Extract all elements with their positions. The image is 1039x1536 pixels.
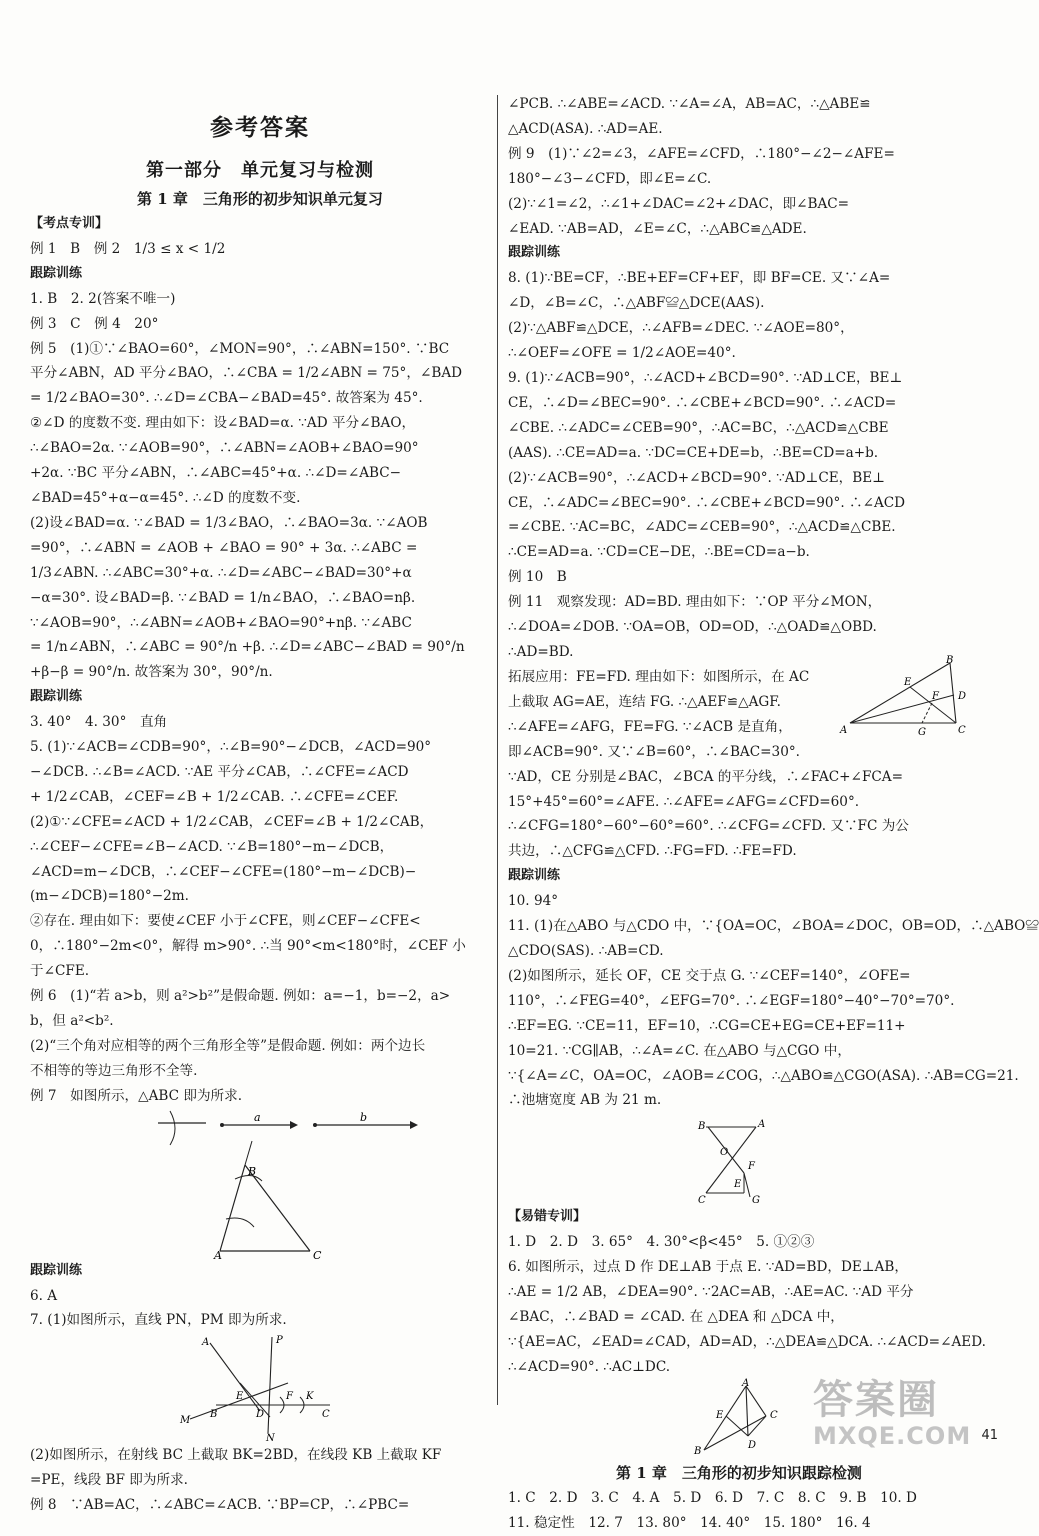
fig2-label: P — [276, 1335, 283, 1347]
text-line: ∴∠ACD=90°. ∴AC⊥DC. — [508, 1358, 671, 1375]
text-line: 6. A — [30, 1287, 58, 1304]
fig4-label: E — [734, 1179, 742, 1191]
text-line: =90°，∴∠ABN = ∠AOB + ∠BAO = 90° + 3α. ∴∠ABC = — [30, 539, 418, 556]
text-line: 例 1 B 例 2 1/3 ≤ x < 1/2 — [30, 240, 226, 257]
text-line: ∴∠OEF=∠OFE = 1/2∠AOE=40°. — [508, 345, 736, 362]
text-line: 180°−∠3−∠CFD，即∠E=∠C. — [508, 170, 712, 187]
fig4-label: C — [698, 1195, 706, 1207]
text-line: ∠PCB. ∴∠ABE=∠ACD. ∵∠A=∠A，AB=AC，∴△ABE≌ — [508, 96, 871, 112]
fig5-label: E — [716, 1409, 724, 1421]
text-line: (AAS). ∴CE=AD=a. ∵DC=CE+DE=b，∴BE=CD=a+b. — [508, 444, 879, 461]
fig1-label: B — [248, 1164, 257, 1178]
text-line: −α=30°. 设∠BAD=β. ∵∠BAD = 1/n∠BAO，∴∠BAO=nβ. — [30, 589, 416, 606]
section-heading: 跟踪训练 — [508, 868, 561, 884]
watermark-bottom: MXQE.COM — [813, 1422, 972, 1450]
fig3-label: B — [946, 654, 954, 666]
text-line: ∠CBE. ∴∠ADC=∠CEB=90°，∴AC=BC，∴△ACD≌△CBE — [508, 419, 889, 436]
text-line: 15°+45°=60°=∠AFE. ∴∠AFE=∠AFG=∠CFD=60°. — [508, 793, 860, 810]
text-line: CE，∴∠ADC=∠BEC=90°. ∴∠CBE+∠BCD=90°. ∴∠ACD — [508, 494, 906, 511]
fig5-label: B — [694, 1445, 702, 1457]
text-line: 上截取 AG=AE，连结 FG. ∴△AEF≌△AGF. — [508, 693, 781, 710]
text-line: (m−∠DCB)=180°−2m. — [30, 888, 189, 905]
text-line: 7. (1)如图所示，直线 PN，PM 即为所求. — [30, 1312, 287, 1329]
text-line: (2)∵∠1=∠2，∴∠1+∠DAC=∠2+∠DAC，即∠BAC= — [508, 195, 850, 212]
text-line: 5. (1)∵∠ACB=∠CDB=90°，∴∠B=90°−∠DCB，∠ACD=90° — [30, 739, 432, 756]
text-line: ∵{AE=AC，∠EAD=∠CAD，AD=AD，∴△DEA≌△DCA. ∴∠ACD=∠AED. — [508, 1333, 986, 1350]
fig3-label: A — [840, 724, 848, 736]
watermark-top: 答案圈 — [813, 1377, 939, 1423]
fig2-label: M — [180, 1415, 191, 1427]
right-column — [508, 92, 1039, 1536]
section-heading: 跟踪训练 — [30, 689, 83, 705]
fig1-label: a — [254, 1110, 261, 1124]
chapter-heading: 第 1 章 三角形的初步知识跟踪检测 — [616, 1463, 862, 1482]
fig2-label: B — [210, 1409, 218, 1421]
page-number: 41 — [981, 1428, 998, 1443]
chapter-heading: 第 1 章 三角形的初步知识单元复习 — [137, 190, 383, 208]
text-line: 1. B 2. 2(答案不唯一) — [30, 290, 176, 307]
text-line: (2)如图所示，在射线 BC 上截取 BK=2BD，在线段 KB 上截取 KF — [30, 1447, 442, 1464]
text-line: 11. 稳定性 12. 7 13. 80° 14. 40° 15. 180° 16. 4 — [508, 1514, 871, 1531]
text-line: (2)∵△ABF≌△DCE，∴∠AFB=∠DEC. ∵∠AOE=80°， — [508, 320, 854, 337]
text-line: 例 10 B — [508, 569, 567, 586]
text-line: ∠ACD=m−∠DCB，∴∠CEF−∠CFE=(180°−m−∠DCB)− — [30, 863, 417, 880]
section-heading: 跟踪训练 — [508, 245, 561, 261]
text-line: 1. D 2. D 3. 65° 4. 30°<β<45° 5. ①②③ — [508, 1234, 815, 1251]
text-line: ∠D，∠B=∠C，∴△ABF≌△DCE(AAS). — [508, 295, 765, 312]
fig4-label: F — [748, 1161, 755, 1173]
text-line: ∠EAD. ∵AB=AD，∠E=∠C，∴△ABC≌△ADE. — [508, 220, 807, 237]
text-line: = 1/n∠ABN，∴∠ABC = 90°/n +β. ∴∠D=∠ABC−∠BAD = 90°/n — [30, 639, 465, 656]
text-line: ∴AE = 1/2 AB，∠DEA=90°. ∵2AC=AB，∴AE=AC. ∵AD 平分 — [508, 1284, 914, 1301]
text-line: +2α. ∵BC 平分∠ABN，∴∠ABC=45°+α. ∴∠D=∠ABC− — [30, 465, 402, 482]
fig2-label: A — [202, 1337, 210, 1349]
text-line: 例 9 (1)∵∠2=∠3，∠AFE=∠CFD，∴180°−∠2−∠AFE= — [508, 145, 895, 162]
text-line: ∠BAD=45°+α−α=45°. ∴∠D 的度数不变. — [30, 489, 301, 506]
text-line: 11. (1)在△ABO 与△CDO 中，∵{OA=OC，∠BOA=∠DOC，OB=OD，∴△ABO≌ — [508, 918, 1039, 935]
text-line: b，但 a²<b². — [30, 1013, 114, 1029]
text-line: ∴∠AFE=∠AFG，FE=FG. ∵∠ACB 是直角， — [508, 718, 792, 735]
text-line: 即∠ACB=90°. 又∵∠B=60°，∴∠BAC=30°. — [508, 743, 800, 760]
section-heading: 【考点专训】 — [30, 216, 109, 231]
text-line: −∠DCB. ∴∠B=∠ACD. ∵AE 平分∠CAB，∴∠CFE=∠ACD — [30, 763, 409, 780]
text-line: 例 8 ∵AB=AC，∴∠ABC=∠ACB. ∵BP=CP，∴∠PBC= — [30, 1497, 410, 1514]
text-line: =∠CBE. ∵AC=BC，∠ADC=∠CEB=90°，∴△ACD≌△CBE. — [508, 519, 896, 536]
text-line: △ACD(ASA). ∴AD=AE. — [508, 120, 663, 137]
fig5-label: C — [770, 1409, 778, 1421]
text-line: ∴∠CEF−∠CFE=∠B−∠ACD. ∵∠B=180°−m−∠DCB， — [30, 838, 394, 855]
fig2-label: K — [306, 1391, 314, 1403]
text-line: +β−β = 90°/n. 故答案为 30°，90°/n. — [30, 664, 273, 681]
text-line: ∵∠AOB=90°，∴∠ABN=∠AOB+∠BAO=90°+nβ. ∵∠ABC — [30, 614, 412, 631]
fig4-label: A — [758, 1119, 766, 1131]
text-line: =PE，线段 BF 即为所求. — [30, 1472, 189, 1489]
text-line: △CDO(SAS). ∴AB=CD. — [508, 943, 664, 959]
text-line: 共边，∴△CFG≌△CFD. ∴FG=FD. ∴FE=FD. — [508, 843, 797, 860]
text-line: (2)设∠BAD=α. ∵∠BAD = 1/3∠BAO，∴∠BAO=3α. ∵∠AOB — [30, 514, 428, 531]
text-line: CE，∴∠D=∠BEC=90°. ∴∠CBE+∠BCD=90°. ∴∠ACD= — [508, 394, 897, 411]
fig1-label: A — [214, 1248, 222, 1262]
text-line: = 1/2∠BAO=30°. ∴∠D=∠CBA−∠BAD=45°. 故答案为 45°. — [30, 390, 423, 407]
text-line: ②存在. 理由如下：要使∠CEF 小于∠CFE，则∠CEF−∠CFE< — [30, 913, 421, 930]
text-line: 例 5 (1)①∵∠BAO=60°，∠MON=90°，∴∠ABN=150°. ∵BC — [30, 340, 450, 357]
text-line: 8. (1)∵BE=CF，∴BE+EF=CF+EF，即 BF=CE. 又∵∠A= — [508, 270, 891, 287]
section-heading: 跟踪训练 — [30, 1262, 83, 1278]
section-heading: 跟踪训练 — [30, 265, 83, 281]
left-column — [30, 92, 490, 1518]
text-line: 1/3∠ABN. ∴∠ABC=30°+α. ∴∠D=∠ABC−∠BAD=30°+α — [30, 564, 412, 581]
fig2-label: F — [286, 1391, 293, 1403]
fig4-label: G — [752, 1195, 760, 1207]
text-line: 例 7 如图所示，△ABC 即为所求. — [30, 1087, 243, 1104]
text-line: (2)“三个角对应相等的两个三角形全等”是假命题. 例如：两个边长 — [30, 1037, 426, 1054]
section-heading: 【易错专训】 — [508, 1209, 587, 1225]
text-line: (2)如图所示，延长 OF，CE 交于点 G. ∵∠CEF=140°，∠OFE= — [508, 967, 911, 984]
text-line: ∴AD=BD. — [508, 643, 574, 660]
text-line: ②∠D 的度数不变. 理由如下：设∠BAD=α. ∵AD 平分∠BAO， — [30, 415, 416, 432]
fig3-label: C — [958, 724, 966, 736]
fig3-label: D — [958, 690, 967, 702]
text-line: 6. 如图所示，过点 D 作 DE⊥AB 于点 E. ∵AD=BD，DE⊥AB， — [508, 1259, 908, 1276]
page-title: 参考答案 — [210, 114, 310, 141]
text-line: (2)∵∠ACB=90°，∴∠ACD+∠BCD=90°. ∵AD⊥CE，BE⊥ — [508, 469, 885, 486]
text-line: + 1/2∠CAB，∠CEF=∠B + 1/2∠CAB. ∴∠CFE=∠CEF. — [30, 788, 399, 805]
figure-exercise11 — [508, 1113, 970, 1205]
text-line: 10. 94° — [508, 893, 559, 910]
text-line: 1. C 2. D 3. C 4. A 5. D 6. D 7. C 8. C 9. B 10. D — [508, 1489, 917, 1506]
text-line: ∴∠CFG=180°−60°−60°=60°. ∴∠CFG=∠CFD. 又∵FC 为公 — [508, 818, 909, 835]
text-line: ∴EF=EG. ∵CE=11，EF=10，∴CG=CE+EG=CE+EF=11+ — [508, 1017, 906, 1034]
fig2-label: E — [236, 1391, 244, 1403]
part-heading: 第一部分 单元复习与检测 — [146, 160, 374, 181]
text-line: 110°，∴∠FEG=40°，∠EFG=70°. ∴∠EGF=180°−40°−70°=70°. — [508, 992, 955, 1009]
text-line: 9. (1)∵∠ACB=90°，∴∠ACD+∠BCD=90°. ∵AD⊥CE，BE⊥ — [508, 369, 903, 386]
fig4-label: B — [698, 1121, 706, 1133]
fig2-label: D — [256, 1409, 265, 1421]
text-line: ∵{∠A=∠C，OA=OC，∠AOB=∠COG，∴△ABO≌△CGO(ASA). ∴AB=CG=21. — [508, 1067, 1019, 1084]
fig2-label: C — [322, 1409, 330, 1421]
text-line: 平分∠ABN，AD 平分∠BAO，∴∠CBA = 1/2∠ABN = 75°，∠BAD — [30, 365, 463, 382]
text-line: ∠BAC，∴∠BAD = ∠CAD. 在 △DEA 和 △DCA 中， — [508, 1308, 844, 1325]
watermark-logo — [813, 1378, 988, 1456]
text-line: ∴池塘宽度 AB 为 21 m. — [508, 1092, 662, 1109]
text-line: 例 11 观察发现：AD=BD. 理由如下：∵OP 平分∠MON， — [508, 594, 882, 611]
fig1-label: C — [313, 1248, 322, 1262]
fig4-label: O — [720, 1147, 729, 1159]
fig3-label: F — [932, 690, 939, 702]
text-line: ∴∠BAO=2α. ∵∠AOB=90°，∴∠ABN=∠AOB+∠BAO=90° — [30, 440, 419, 457]
text-line: 3. 40° 4. 30° 直角 — [30, 714, 168, 731]
text-line: 例 6 (1)“若 a>b，则 a²>b²”是假命题. 例如：a=−1，b=−2，a> — [30, 988, 451, 1005]
fig3-label: E — [904, 676, 912, 688]
fig1-label: b — [360, 1110, 368, 1124]
text-line: 例 3 C 例 4 20° — [30, 315, 159, 332]
text-line: ∴CE=AD=a. ∵CD=CE−DE，∴BE=CD=a−b. — [508, 544, 810, 561]
text-line: 拓展应用：FE=FD. 理由如下：如图所示，在 AC — [508, 668, 810, 685]
column-divider — [497, 95, 498, 1405]
text-line: 10=21. ∵CG∥AB，∴∠A=∠C. 在△ABO 与△CGO 中， — [508, 1042, 851, 1059]
text-line: ∴∠DOA=∠DOB. ∵OA=OB，OD=OD，∴△OAD≌△OBD. — [508, 619, 877, 636]
text-line: 0，∴180°−2m<0°，解得 m>90°. ∴当 90°<m<180°时，∠CEF 小 — [30, 938, 466, 955]
figure-exercise7 — [30, 1333, 490, 1443]
text-line: (2)①∵∠CFE=∠ACD + 1/2∠CAB，∠CEF=∠B + 1/2∠CAB， — [30, 813, 434, 830]
text-line: 不相等的等边三角形不全等. — [30, 1062, 198, 1079]
fig5-label: D — [748, 1439, 757, 1451]
text-line: 于∠CFE. — [30, 963, 90, 980]
fig2-label: N — [266, 1433, 275, 1445]
figure-example7 — [30, 1109, 490, 1262]
fig3-label: G — [918, 726, 926, 738]
text-line: ∵AD，CE 分别是∠BAC，∠BCA 的平分线，∴∠FAC+∠FCA= — [508, 768, 903, 785]
fig5-label: A — [742, 1377, 750, 1389]
